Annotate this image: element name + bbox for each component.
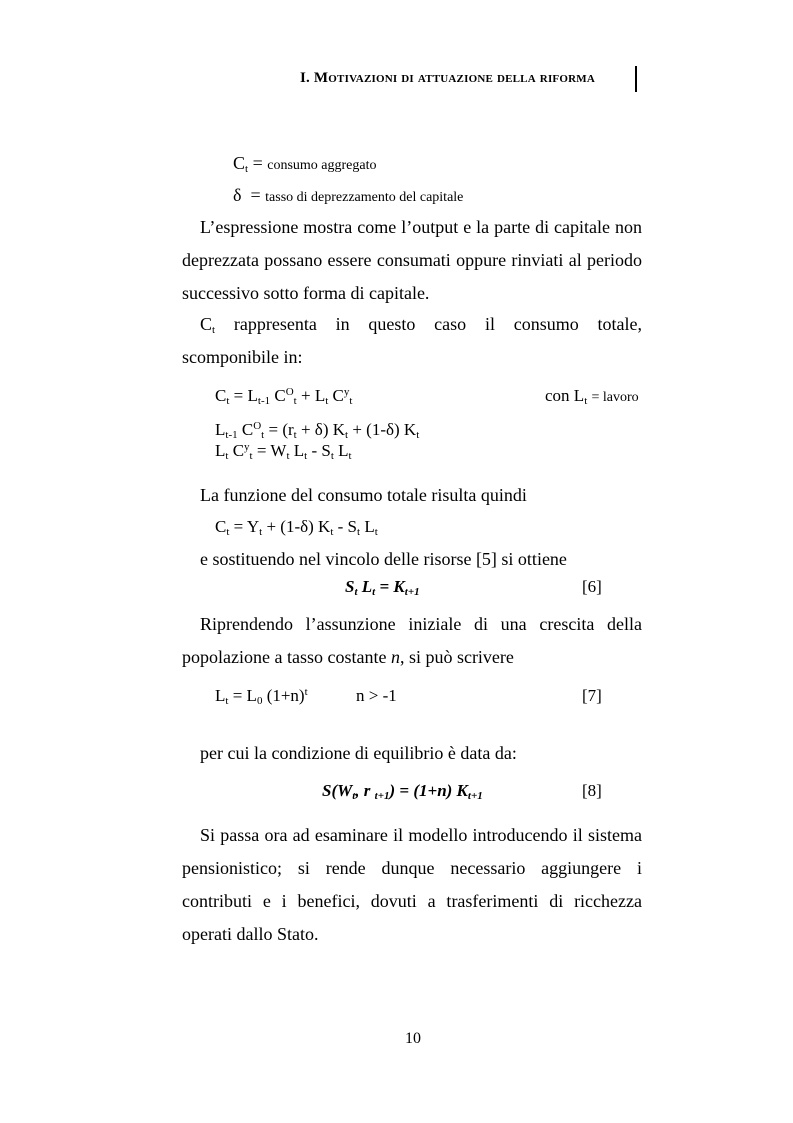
equation-consumption-split: $C_t = L_{t-1}$ $C^O_t + L_t$ $C^y_t$: [215, 386, 353, 407]
paragraph-ct-intro: $C_t$ rappresenta in questo caso il consumo totale,: [200, 314, 642, 336]
equation-7: $L_t = L_0$ $(1+n)^t$: [215, 686, 308, 707]
equation-8-label: [8]: [582, 781, 602, 800]
equation-7-label: [7]: [582, 686, 602, 705]
equation-7-condition: n > -1: [356, 686, 397, 705]
paragraph-output-capital: L’espressione mostra come l’output e la parte di capitale non deprezzata possano essere consumati oppure rinviati al periodo successivo sotto forma di capitale.: [182, 217, 642, 303]
equation-total-consumption: $C_t = Y_t + (1-\delta)$ $K_t - S_t$ $L_t$: [215, 517, 378, 538]
paragraph-resource-constraint: e sostituendo nel vincolo delle risorse [5] si ottiene: [200, 549, 567, 569]
page-number: 10: [405, 1030, 421, 1047]
labor-note: con $L_t$ = lavoro: [545, 386, 639, 407]
header-rule: [635, 66, 637, 92]
paragraph-pension-system: Si passa ora ad esaminare il modello introducendo il sistema pensionistico; si rende dunque necessario aggiungere i contributi e i benefici, dovuti a trasferimenti di ricchezza operati dallo Stato.: [182, 825, 642, 944]
paragraph-population-growth: Riprendendo l’assunzione iniziale di una crescita della popolazione a tasso costante n, si può scrivere: [182, 614, 642, 667]
equation-6-label: [6]: [582, 577, 602, 596]
equation-old-consumption: $L_{t-1}$ $C^O_t = (r_t + \delta) K_t + (1-\delta)$ $K_t$: [215, 420, 420, 441]
equation-6: $S_t$ $L_t = K_{t+1}$: [345, 577, 420, 598]
paragraph-ct-intro-cont: scomponibile in:: [182, 347, 303, 367]
equation-young-consumption: $L_t$ $C^y_t = W_t$ $L_t - S_t$ $L_t$: [215, 441, 352, 462]
definition-depreciation: δ = tasso di deprezzamento del capitale: [233, 185, 464, 205]
equation-8: $S(W_t$, r $_{t+1}$) = (1+n) $K_{t+1}$: [322, 781, 483, 802]
paragraph-total-consumption: La funzione del consumo totale risulta quindi: [200, 485, 527, 505]
definition-consumption: $C_t$ = consumo aggregato: [233, 153, 377, 175]
running-header: I. Motivazioni di attuazione della riforma: [300, 70, 595, 86]
paragraph-equilibrium: per cui la condizione di equilibrio è data da:: [200, 743, 517, 763]
